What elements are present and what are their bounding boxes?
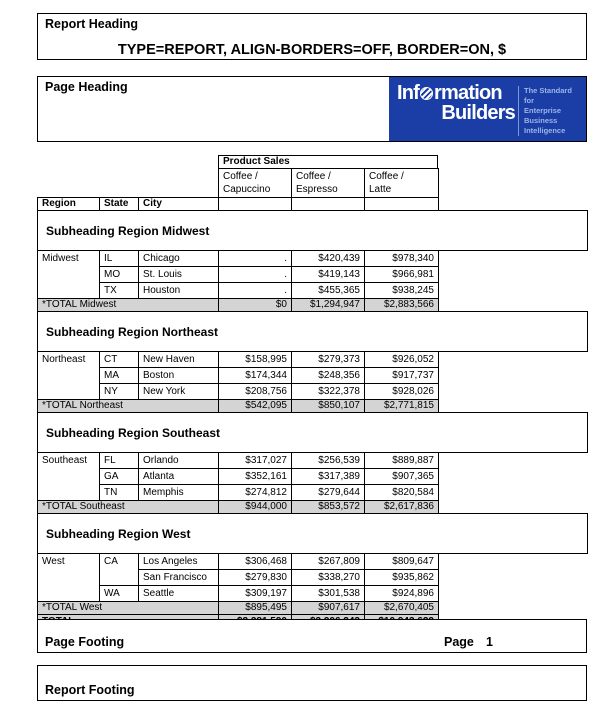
- espresso-cell: $279,373: [292, 352, 365, 368]
- latte-cell: $889,887: [365, 453, 439, 469]
- total-label: *TOTAL Midwest: [38, 299, 219, 312]
- report-type-line: TYPE=REPORT, ALIGN-BORDERS=OFF, BORDER=ON, $: [117, 42, 507, 58]
- region-cell: West: [38, 554, 100, 602]
- city-cell: Chicago: [139, 251, 219, 267]
- latte-cell: $820,584: [365, 485, 439, 501]
- capuccino-cell: .: [219, 283, 292, 299]
- report-heading-title: Report Heading: [45, 17, 139, 31]
- total-capuccino: $944,000: [219, 501, 292, 514]
- espresso-cell: $317,389: [292, 469, 365, 485]
- total-row: [38, 501, 439, 514]
- column-header-espresso: [292, 169, 365, 198]
- total-capuccino: $542,095: [219, 400, 292, 413]
- total-latte: $2,617,836: [365, 501, 439, 514]
- state-cell: FL: [100, 453, 139, 469]
- group-header-cell: Product Sales: [218, 155, 438, 169]
- key-header-row: [37, 197, 439, 211]
- header-empty-cell: [365, 198, 439, 211]
- total-label: *TOTAL West: [38, 602, 219, 615]
- espresso-cell: $419,143: [292, 267, 365, 283]
- capuccino-cell: $309,197: [219, 586, 292, 602]
- header-region: Region: [38, 198, 100, 211]
- espresso-cell: $279,644: [292, 485, 365, 501]
- city-cell: Memphis: [139, 485, 219, 501]
- table-row: [38, 554, 439, 570]
- state-cell: CT: [100, 352, 139, 368]
- region-cell: Southeast: [38, 453, 100, 501]
- state-cell: IL: [100, 251, 139, 267]
- table-row: [38, 352, 439, 368]
- header-empty-cell: [219, 198, 292, 211]
- header-empty-cell: [292, 198, 365, 211]
- city-cell: Atlanta: [139, 469, 219, 485]
- city-cell: Houston: [139, 283, 219, 299]
- header-state: State: [100, 198, 139, 211]
- latte-cell: $966,981: [365, 267, 439, 283]
- city-cell: New Haven: [139, 352, 219, 368]
- information-builders-logo: [389, 77, 586, 141]
- tagline-line: The Standard for: [524, 86, 572, 105]
- column-header-line: Latte: [369, 184, 392, 195]
- capuccino-cell: $306,468: [219, 554, 292, 570]
- latte-cell: $926,052: [365, 352, 439, 368]
- column-header-line: Espresso: [296, 184, 338, 195]
- state-cell: MO: [100, 267, 139, 283]
- total-latte: $2,771,815: [365, 400, 439, 413]
- capuccino-cell: .: [219, 267, 292, 283]
- column-header-line: Capuccino: [223, 184, 271, 195]
- section-table-west: [37, 553, 439, 629]
- state-cell: TN: [100, 485, 139, 501]
- total-label: *TOTAL Northeast: [38, 400, 219, 413]
- capuccino-cell: $352,161: [219, 469, 292, 485]
- column-header-capuccino: [219, 169, 292, 198]
- region-cell: Midwest: [38, 251, 100, 299]
- state-cell: WA: [100, 586, 139, 602]
- table-row: [38, 251, 439, 267]
- section-table-southeast: [37, 452, 439, 514]
- page-footing-box: [37, 619, 587, 653]
- logo-wordmark-line2: Builders: [441, 102, 515, 124]
- espresso-cell: $301,538: [292, 586, 365, 602]
- espresso-cell: $267,809: [292, 554, 365, 570]
- latte-cell: $809,647: [365, 554, 439, 570]
- capuccino-cell: $317,027: [219, 453, 292, 469]
- total-espresso: $1,294,947: [292, 299, 365, 312]
- capuccino-cell: .: [219, 251, 292, 267]
- region-cell: Northeast: [38, 352, 100, 400]
- total-latte: $2,883,566: [365, 299, 439, 312]
- report-table: [37, 155, 588, 629]
- latte-cell: $907,365: [365, 469, 439, 485]
- total-row: [38, 400, 439, 413]
- total-espresso: $853,572: [292, 501, 365, 514]
- espresso-cell: $322,378: [292, 384, 365, 400]
- latte-cell: $928,026: [365, 384, 439, 400]
- capuccino-cell: $174,344: [219, 368, 292, 384]
- table-row: [219, 169, 439, 198]
- page-number-label: Page: [444, 635, 474, 649]
- total-label: *TOTAL Southeast: [38, 501, 219, 514]
- city-cell: Orlando: [139, 453, 219, 469]
- globe-icon: [420, 87, 433, 100]
- total-capuccino: $0: [219, 299, 292, 312]
- section-table-northeast: [37, 351, 439, 413]
- city-cell: St. Louis: [139, 267, 219, 283]
- report-footing-box: [37, 665, 587, 701]
- espresso-cell: $338,270: [292, 570, 365, 586]
- latte-cell: $924,896: [365, 586, 439, 602]
- logo-tagline: [518, 86, 582, 136]
- latte-cell: $978,340: [365, 251, 439, 267]
- state-cell: GA: [100, 469, 139, 485]
- total-row: [38, 602, 439, 615]
- column-header-line: Coffee /: [369, 171, 404, 182]
- latte-cell: $935,862: [365, 570, 439, 586]
- column-header-line: Coffee /: [223, 171, 258, 182]
- state-cell: NY: [100, 384, 139, 400]
- espresso-cell: $256,539: [292, 453, 365, 469]
- espresso-cell: $420,439: [292, 251, 365, 267]
- state-cell: TX: [100, 283, 139, 299]
- capuccino-cell: $208,756: [219, 384, 292, 400]
- column-headers: [218, 168, 439, 198]
- subheading-northeast: Subheading Region Northeast: [37, 311, 588, 352]
- city-cell: San Francisco: [139, 570, 219, 586]
- capuccino-cell: $274,812: [219, 485, 292, 501]
- tagline-line: Intelligence: [524, 126, 566, 135]
- logo-text-suffix: rmation: [434, 82, 502, 104]
- espresso-cell: $248,356: [292, 368, 365, 384]
- total-row: [38, 299, 439, 312]
- espresso-cell: $455,365: [292, 283, 365, 299]
- subheading-southeast: Subheading Region Southeast: [37, 412, 588, 453]
- subheading-midwest: Subheading Region Midwest: [37, 210, 588, 251]
- subheading-west: Subheading Region West: [37, 513, 588, 554]
- report-footing-title: Report Footing: [45, 683, 135, 697]
- logo-text-prefix: Inf: [397, 82, 420, 104]
- city-cell: Seattle: [139, 586, 219, 602]
- report-heading-box: [37, 13, 587, 60]
- total-latte: $2,670,405: [365, 602, 439, 615]
- column-header-line: Coffee /: [296, 171, 331, 182]
- page-footing-title: Page Footing: [45, 635, 125, 649]
- capuccino-cell: $158,995: [219, 352, 292, 368]
- city-cell: Los Angeles: [139, 554, 219, 570]
- table-row: [38, 453, 439, 469]
- section-table-midwest: [37, 250, 439, 312]
- total-espresso: $850,107: [292, 400, 365, 413]
- page-heading-box: [37, 76, 587, 142]
- latte-cell: $938,245: [365, 283, 439, 299]
- total-capuccino: $895,495: [219, 602, 292, 615]
- page-number-value: 1: [486, 635, 493, 649]
- tagline-line: Business: [524, 116, 558, 125]
- total-espresso: $907,617: [292, 602, 365, 615]
- capuccino-cell: $279,830: [219, 570, 292, 586]
- header-city: City: [139, 198, 219, 211]
- table-row: [38, 198, 439, 211]
- tagline-line: Enterprise: [524, 106, 562, 115]
- state-cell: CA: [100, 554, 139, 586]
- page-heading-title: Page Heading: [45, 80, 128, 94]
- city-cell: New York: [139, 384, 219, 400]
- latte-cell: $917,737: [365, 368, 439, 384]
- state-cell: MA: [100, 368, 139, 384]
- column-header-latte: [365, 169, 439, 198]
- city-cell: Boston: [139, 368, 219, 384]
